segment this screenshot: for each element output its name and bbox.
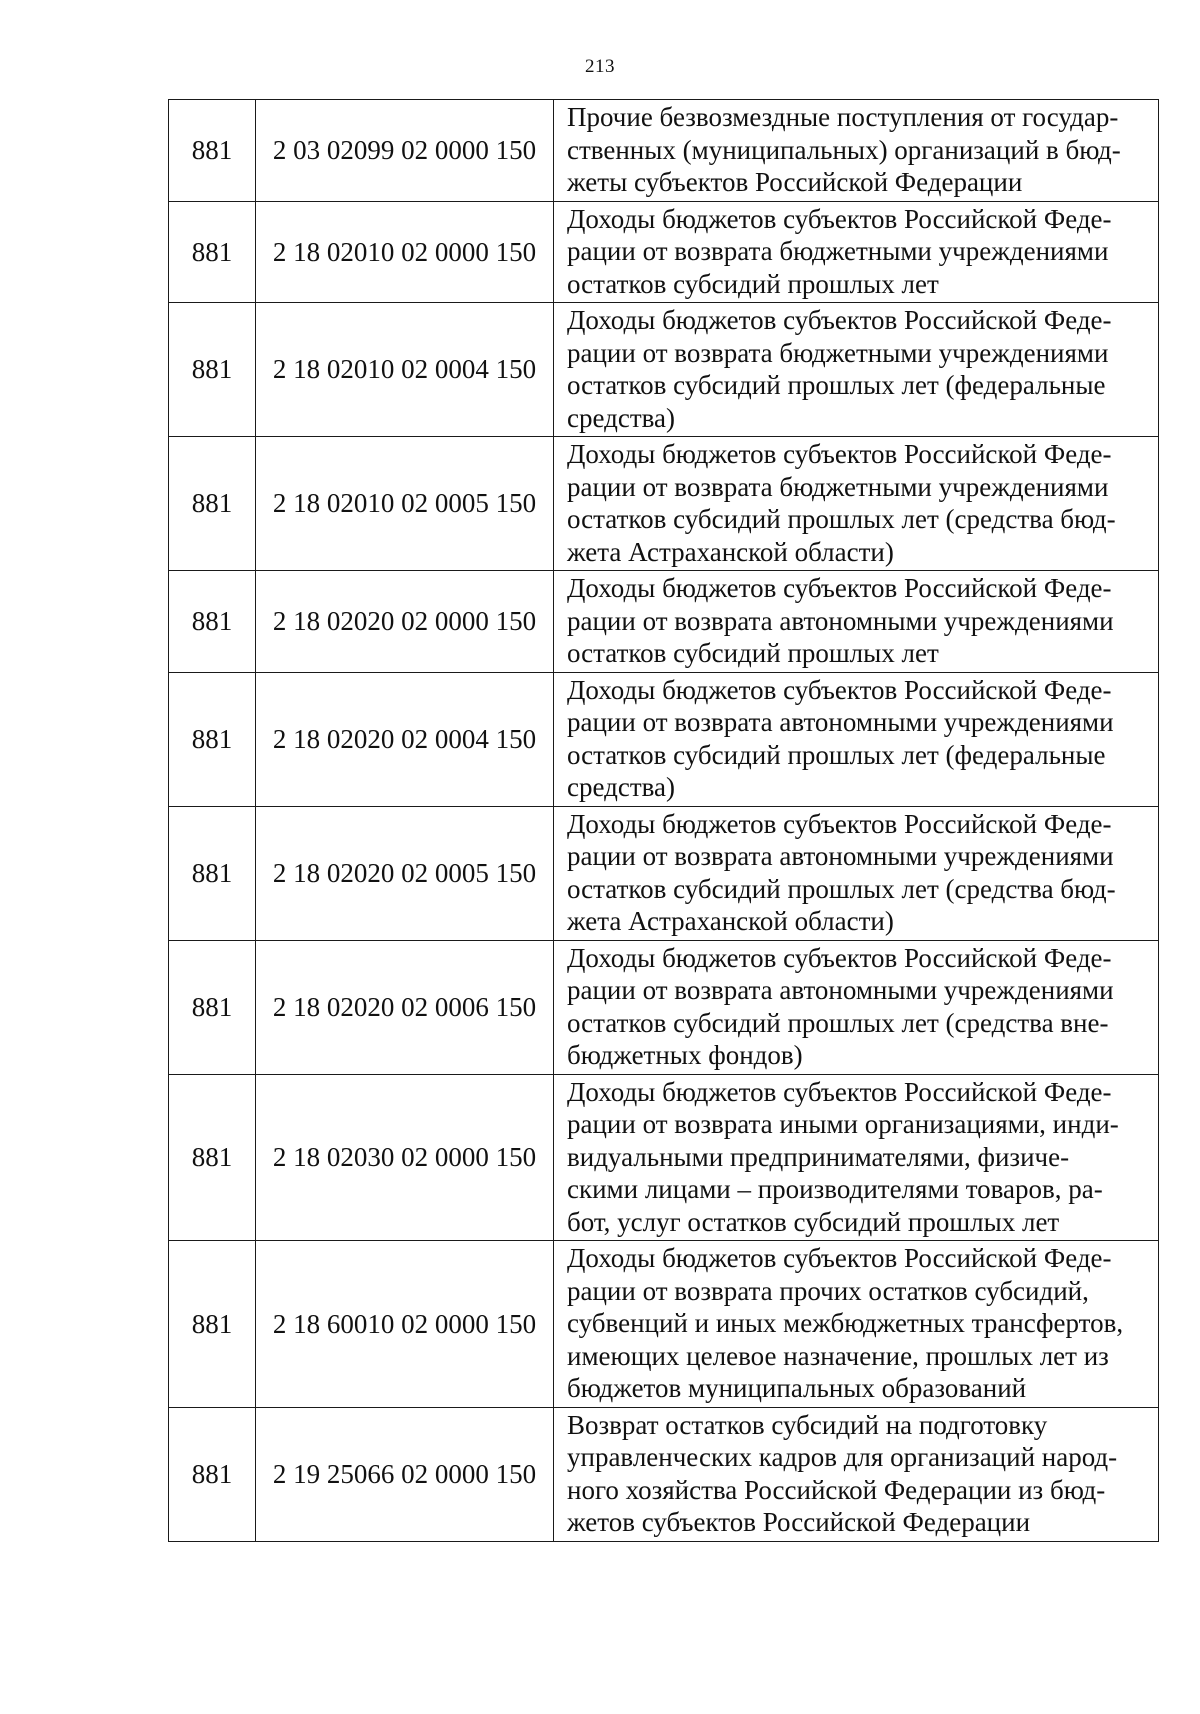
name-line: Доходы бюджетов субъектов Российской Феде- — [567, 305, 1112, 335]
table-body — [169, 100, 1159, 1542]
name-line: Доходы бюджетов субъектов Российской Феде- — [567, 573, 1112, 603]
revenue-name-cell — [554, 100, 1159, 202]
revenue-name-cell — [554, 940, 1159, 1074]
revenue-code-cell: 2 18 02010 02 0004 150 — [256, 303, 554, 437]
table-row — [169, 571, 1159, 673]
revenue-code-cell: 2 18 60010 02 0000 150 — [256, 1241, 554, 1408]
revenue-name-cell — [554, 1407, 1159, 1541]
revenue-code-cell: 2 18 02020 02 0000 150 — [256, 571, 554, 673]
name-line: бюджетных фондов) — [567, 1040, 803, 1070]
name-line: Доходы бюджетов субъектов Российской Феде- — [567, 942, 1112, 973]
revenue-name-cell — [554, 201, 1159, 303]
admin-code-cell: 881 — [169, 1241, 256, 1408]
name-line: жета Астраханской области) — [567, 536, 894, 567]
name-line: рации от возврата бюджетными учреждениями — [567, 471, 1109, 502]
revenue-name-cell — [554, 806, 1159, 940]
name-line: Прочие безвозмездные поступления от государ- — [567, 102, 1119, 132]
name-line: ного хозяйства Российской Федерации из бюд- — [567, 1474, 1106, 1505]
revenue-code-cell: 2 18 02010 02 0005 150 — [256, 437, 554, 571]
admin-code-cell: 881 — [169, 303, 256, 437]
admin-code-cell: 881 — [169, 672, 256, 806]
name-line: ственных (муниципальных) организаций в бюд- — [567, 134, 1121, 165]
revenue-name-cell — [554, 303, 1159, 437]
name-line: скими лицами – производителями товаров, ра- — [567, 1174, 1103, 1204]
admin-code-cell: 881 — [169, 201, 256, 303]
name-line: Доходы бюджетов субъектов Российской Феде- — [567, 439, 1112, 469]
name-line: рации от возврата автономными учреждениями — [567, 841, 1114, 871]
name-line: остатков субсидий прошлых лет (средства бюд- — [567, 504, 1116, 534]
table-row — [169, 1241, 1159, 1408]
name-line: остатков субсидий прошлых лет (средства вне- — [567, 1007, 1109, 1038]
table-row — [169, 437, 1159, 571]
name-line: остатков субсидий прошлых лет (средства бюд- — [567, 873, 1116, 904]
admin-code-cell: 881 — [169, 100, 256, 202]
admin-code-cell: 881 — [169, 437, 256, 571]
name-line: рации от возврата бюджетными учреждениями — [567, 236, 1109, 266]
revenue-name-cell — [554, 571, 1159, 673]
name-line: остатков субсидий прошлых лет — [567, 638, 939, 668]
name-line: рации от возврата автономными учреждениями — [567, 975, 1114, 1005]
table-row — [169, 303, 1159, 437]
name-line: жеты субъектов Российской Федерации — [567, 167, 1023, 197]
revenue-name-cell — [554, 1074, 1159, 1241]
name-line: видуальными предпринимателями, физиче- — [567, 1141, 1070, 1172]
name-line: жетов субъектов Российской Федерации — [567, 1507, 1031, 1537]
revenue-name-cell — [554, 1241, 1159, 1408]
name-line: рации от возврата автономными учреждениями — [567, 605, 1114, 636]
admin-code-cell: 881 — [169, 571, 256, 673]
name-line: управленческих кадров для организаций народ- — [567, 1442, 1118, 1472]
admin-code-cell: 881 — [169, 940, 256, 1074]
revenue-code-cell: 2 18 02010 02 0000 150 — [256, 201, 554, 303]
name-line: остатков субсидий прошлых лет (федеральные — [567, 370, 1106, 400]
budget-codes-table — [168, 99, 1159, 1542]
revenue-code-cell: 2 18 02030 02 0000 150 — [256, 1074, 554, 1241]
name-line: Доходы бюджетов субъектов Российской Феде- — [567, 1076, 1112, 1107]
revenue-code-cell: 2 18 02020 02 0005 150 — [256, 806, 554, 940]
admin-code-cell: 881 — [169, 806, 256, 940]
table-row — [169, 1074, 1159, 1241]
name-line: Доходы бюджетов субъектов Российской Феде- — [567, 203, 1112, 234]
name-line: средства) — [567, 402, 675, 433]
name-line: жета Астраханской области) — [567, 906, 894, 936]
name-line: средства) — [567, 772, 675, 802]
name-line: Доходы бюджетов субъектов Российской Феде- — [567, 1243, 1112, 1273]
name-line: Доходы бюджетов субъектов Российской Феде- — [567, 674, 1112, 705]
revenue-name-cell — [554, 437, 1159, 571]
name-line: Доходы бюджетов субъектов Российской Феде- — [567, 808, 1112, 839]
revenue-code-cell: 2 18 02020 02 0004 150 — [256, 672, 554, 806]
name-line: рации от возврата автономными учреждениями — [567, 707, 1114, 737]
name-line: субвенций и иных межбюджетных трансфертов, — [567, 1308, 1124, 1338]
table-row — [169, 672, 1159, 806]
table-row — [169, 806, 1159, 940]
name-line: Возврат остатков субсидий на подготовку — [567, 1409, 1048, 1440]
table-row — [169, 100, 1159, 202]
name-line: остатков субсидий прошлых лет (федеральные — [567, 739, 1106, 770]
name-line: рации от возврата прочих остатков субсидий, — [567, 1275, 1089, 1306]
name-line: имеющих целевое назначение, прошлых лет из — [567, 1340, 1109, 1371]
table-row — [169, 940, 1159, 1074]
revenue-code-cell: 2 18 02020 02 0006 150 — [256, 940, 554, 1074]
revenue-code-cell: 2 19 25066 02 0000 150 — [256, 1407, 554, 1541]
revenue-name-cell — [554, 672, 1159, 806]
page-number: 213 — [585, 56, 615, 77]
admin-code-cell: 881 — [169, 1074, 256, 1241]
name-line: рации от возврата бюджетными учреждениями — [567, 337, 1109, 368]
table-row — [169, 201, 1159, 303]
admin-code-cell: 881 — [169, 1407, 256, 1541]
name-line: бот, услуг остатков субсидий прошлых лет — [567, 1206, 1060, 1237]
name-line: остатков субсидий прошлых лет — [567, 268, 939, 299]
name-line: бюджетов муниципальных образований — [567, 1373, 1027, 1403]
name-line: рации от возврата иными организациями, инди- — [567, 1109, 1119, 1139]
revenue-code-cell: 2 03 02099 02 0000 150 — [256, 100, 554, 202]
table-row — [169, 1407, 1159, 1541]
